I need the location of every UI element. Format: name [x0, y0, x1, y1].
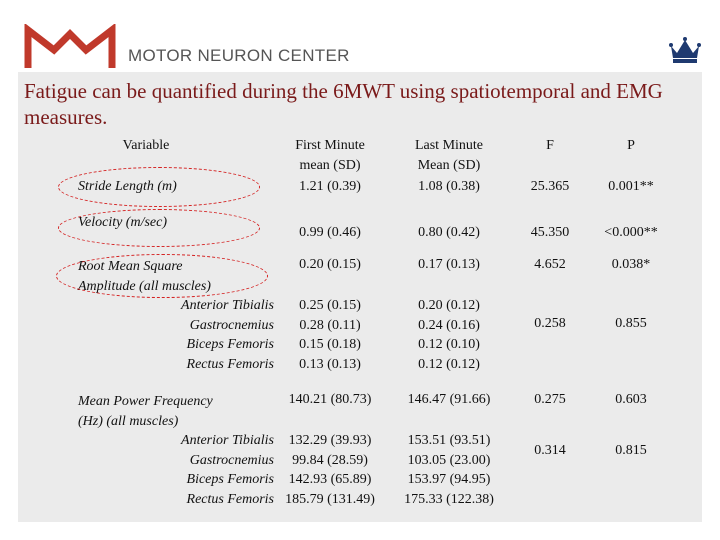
highlight-ellipse-rms [56, 254, 268, 298]
mpf-muscle-last: 153.51 (93.51) 103.05 (23.00) 153.97 (94.95) 175.33 (122.38) [404, 433, 494, 507]
header-p: P [627, 138, 635, 153]
mn-logo-icon [24, 24, 116, 72]
row-label-mpf: Mean Power Frequency (Hz) (all muscles) [78, 394, 213, 429]
stride-last: 1.08 (0.38) [418, 179, 480, 194]
rms-muscle-p: 0.855 [615, 316, 647, 331]
table-row-mpf [78, 374, 674, 431]
mpf-last: 146.47 (91.66) [407, 392, 491, 407]
stride-p: 0.001** [608, 179, 654, 194]
stride-first: 1.21 (0.39) [299, 179, 361, 194]
velocity-last: 0.80 (0.42) [418, 225, 480, 240]
row-label-velocity: Velocity (m/sec) [78, 215, 168, 230]
highlight-ellipse-velocity [58, 209, 260, 247]
rms-first: 0.20 (0.15) [299, 257, 361, 272]
mpf-f: 0.275 [534, 392, 566, 407]
crown-icon [668, 36, 702, 64]
table-row-mpf-muscles [78, 431, 674, 509]
table-row-rms-muscles [78, 296, 674, 374]
mpf-muscle-list: Anterior Tibialis Gastrocnemius Biceps Femoris Rectus Femoris [181, 433, 274, 507]
mpf-muscle-f: 0.314 [534, 443, 566, 458]
rms-muscle-list: Anterior Tibialis Gastrocnemius Biceps Femoris Rectus Femoris [181, 298, 274, 372]
slide-heading: Fatigue can be quantified during the 6MWT using spatiotemporal and EMG measures. [24, 79, 663, 129]
mpf-muscle-first: 132.29 (39.93) 99.84 (28.59) 142.93 (65.89) 185.79 (131.49) [285, 433, 375, 507]
header-first-minute: First Minute mean (SD) [295, 138, 365, 173]
header-f: F [546, 138, 554, 153]
rms-muscle-first: 0.25 (0.15) 0.28 (0.11) 0.15 (0.18) 0.13 (0.13) [299, 298, 361, 372]
velocity-first: 0.99 (0.46) [299, 225, 361, 240]
velocity-f: 45.350 [530, 225, 570, 240]
mpf-muscle-p: 0.815 [615, 443, 647, 458]
mpf-first: 140.21 (80.73) [288, 392, 372, 407]
rms-last: 0.17 (0.13) [418, 257, 480, 272]
row-label-stride: Stride Length (m) [78, 179, 177, 194]
velocity-p: <0.000** [604, 225, 658, 240]
mpf-p: 0.603 [615, 392, 647, 407]
rms-f: 4.652 [534, 257, 566, 272]
brand-name: MOTOR NEURON CENTER [128, 46, 350, 65]
stride-f: 25.365 [530, 179, 570, 194]
rms-muscle-f: 0.258 [534, 316, 566, 331]
highlight-ellipse-stride [58, 167, 260, 207]
row-label-rms: Root Mean Square Amplitude (all muscles) [78, 259, 211, 294]
rms-muscle-last: 0.20 (0.12) 0.24 (0.16) 0.12 (0.10) 0.12 (0.12) [418, 298, 480, 372]
header-last-minute: Last Minute Mean (SD) [414, 138, 484, 173]
rms-p: 0.038* [611, 257, 651, 272]
header-variable: Variable [122, 138, 170, 153]
